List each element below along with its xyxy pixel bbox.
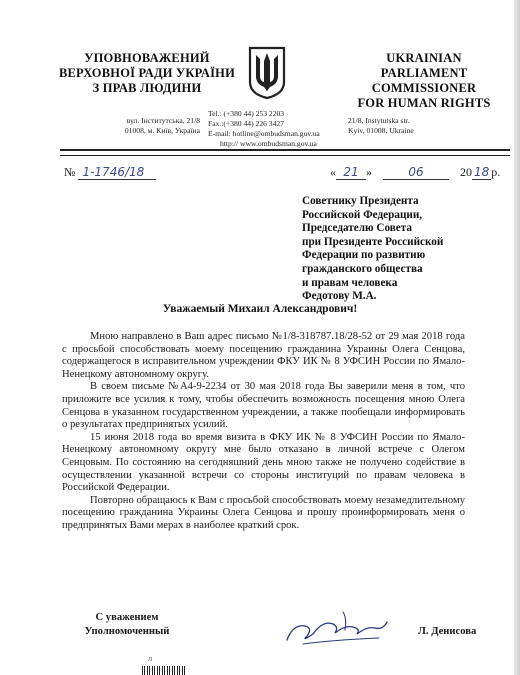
salutation: Уважаемый Михаил Александрович! <box>162 303 358 315</box>
address-ua <box>100 116 200 136</box>
phone-number: Tel.: (+380 44) 253 2203 <box>208 109 285 118</box>
letter-body <box>62 331 465 533</box>
recipient-line: гражданского общества <box>302 262 423 275</box>
scan-edge <box>514 0 520 675</box>
org-name-ua <box>52 51 242 96</box>
org-name-ua-line: З ПРАВ ЛЮДИНИ <box>92 81 202 95</box>
address-en-line: Kyiv, 01008, Ukraine <box>348 126 414 135</box>
org-name-en <box>334 51 514 111</box>
fax-number: Fax.:(+380 44) 226 3427 <box>208 119 284 128</box>
barcode-label: Л <box>148 657 153 663</box>
body-paragraph: В своем письме №А4-9-2234 от 30 мая 2018 года Вы заверили меня в том, что приложите все усилия к тому, чтобы обеспечить возможность посещения мною Олега Сенцова в указанном государственном учреждении, а также пообещали информировать о результатах предпринятых усилий. <box>62 381 465 431</box>
org-name-en-line: UKRAINIAN <box>386 51 462 65</box>
address-ua-line: вул. Інститутська, 21/8 <box>126 116 200 125</box>
recipient-line: Советнику Президента <box>302 195 419 207</box>
recipient-line: при Президенте Российской <box>302 235 444 248</box>
header-divider <box>60 149 510 156</box>
website-link[interactable]: http:// www.ombudsman.gov.ua <box>220 139 317 148</box>
body-paragraph: Мною направлено в Ваш адрес письмо №1/8-318787.18/28-52 от 29 мая 2018 года с просьбой способствовать моему посещению гражданина Украины Олега Сенцова, содержащегося в исправительном учреждении ФКУ ИК № 8 УФСИН России по Ямало-Ненецкому автономному округу. <box>62 331 465 380</box>
letter-date <box>330 165 500 180</box>
recipient-block <box>302 195 507 304</box>
coat-of-arms-icon <box>247 46 287 105</box>
contact-info <box>208 109 338 149</box>
closing-block <box>62 611 192 639</box>
email-address: E-mail: hotline@ombudsman.gov.ua <box>208 129 320 138</box>
org-name-ua-line: ВЕРХОВНОЇ РАДИ УКРАЇНИ <box>58 66 236 80</box>
closing-line: Уполномоченный <box>84 626 170 637</box>
recipient-line: Российской Федерации, <box>302 208 423 221</box>
recipient-line: и правам человека <box>302 276 398 289</box>
org-name-en-line: PARLIAMENT COMMISSIONER <box>371 66 477 95</box>
signer-name: Л. Денисова <box>418 626 477 637</box>
body-paragraph: Повторно обращаюсь к Вам с просьбой способствовать моему незамедлительному посещению гражданина Украины Олега Сенцова и прошу проинформировать меня о предпринятых Вами мерах в наиболее краткий срок. <box>62 494 465 531</box>
reference-number <box>64 165 156 180</box>
reference-number-value: 1-1746/18 <box>78 165 156 180</box>
date-day: 21 <box>336 165 366 180</box>
date-month: 06 <box>383 165 449 180</box>
address-ua-line: 01008, м. Київ, Україна <box>124 126 200 135</box>
address-en-line: 21/8, Instytutska str. <box>348 116 410 125</box>
date-year-unit: р. <box>491 165 501 179</box>
body-paragraph: 15 июня 2018 года во время визита в ФКУ ИК № 8 УФСИН России по Ямало-Ненецкому автономному округу мне было отказано в личной встрече с Олегом Сенцовым. По состоянию на сегодняшний день мною также не получено содействие в осуществлении указанной встречи со стороны институций по правам человека в Российской Федерации. <box>62 431 465 494</box>
recipient-line: Федерации по развитию <box>302 249 426 262</box>
recipient-line: Федотову М.А. <box>302 290 377 303</box>
handwritten-signature <box>283 600 393 655</box>
reference-prefix: № <box>64 165 76 179</box>
closing-line: С уважением <box>95 612 159 623</box>
org-name-en-line: FOR HUMAN RIGHTS <box>357 96 491 110</box>
date-year-suffix: 18 <box>474 165 490 179</box>
recipient-line: Председателю Совета <box>302 222 412 235</box>
date-quote-open: « <box>330 165 336 179</box>
barcode <box>142 666 187 675</box>
date-year-prefix: 20 <box>460 165 472 179</box>
address-en <box>348 116 468 136</box>
date-quote-close: » <box>366 165 372 179</box>
org-name-ua-line: УПОВНОВАЖЕНИЙ <box>84 51 210 65</box>
